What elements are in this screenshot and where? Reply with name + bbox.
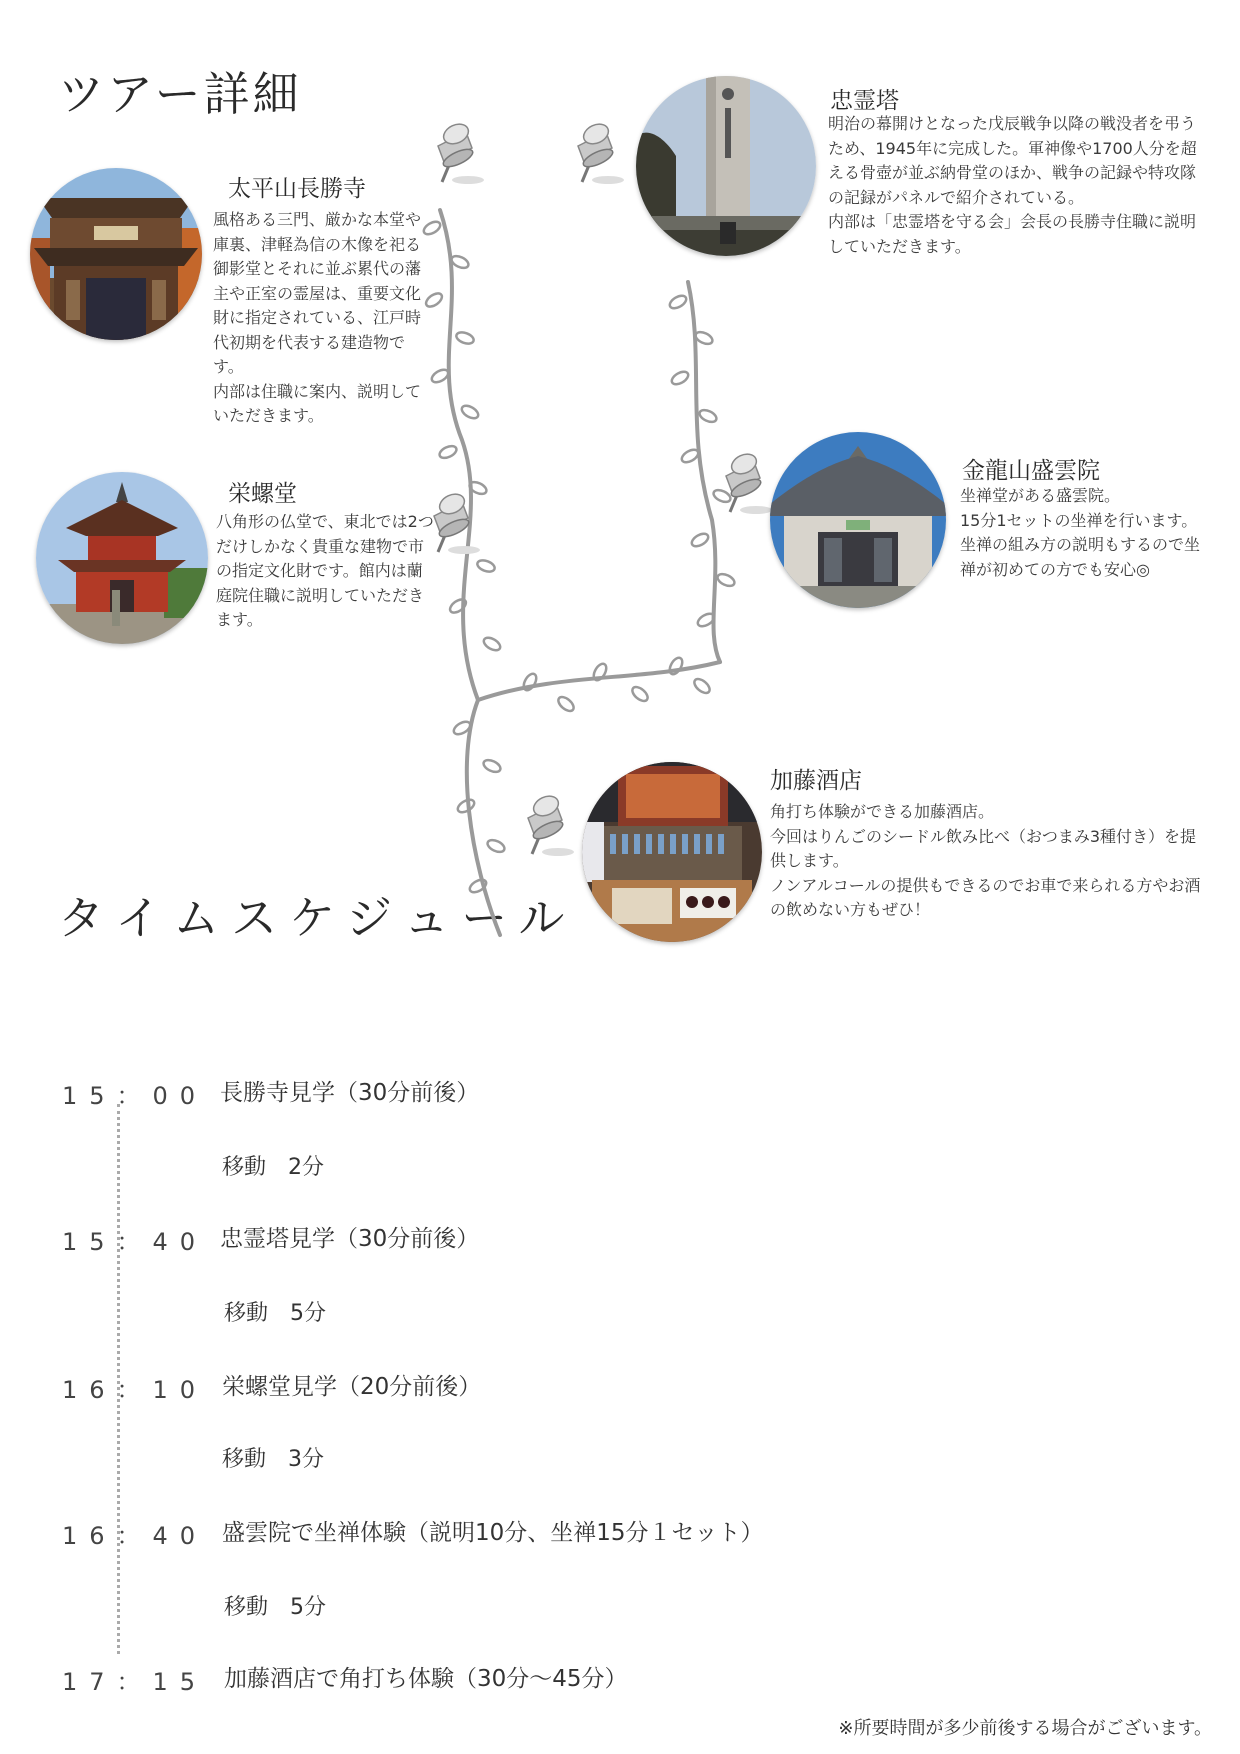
kato-saketen-photo (582, 762, 762, 942)
push-pin-icon (560, 118, 630, 188)
schedule-move-1: 移動 2分 (222, 1155, 324, 1180)
seiun-in-photo (770, 432, 946, 608)
sazaedo-photo (36, 472, 208, 644)
schedule-move-4: 移動 5分 (224, 1595, 326, 1620)
schedule-event-3: 栄螺堂見学（20分前後） (222, 1374, 482, 1400)
spot-description-chosho-ji: 風格ある三門、厳かな本堂や庫裏、津軽為信の木像を祀る御影堂とそれに並ぶ累代の藩主や正室の霊屋は、重要文化財に指定されている、江戸時代初期を代表する建造物です。 内部は住職に案内、説明していただきます。 (213, 210, 422, 425)
chosho-ji-gate-photo (30, 168, 202, 340)
schedule-event-4: 盛雲院で坐禅体験（説明10分、坐禅15分１セット） (222, 1520, 764, 1546)
push-pin-icon (510, 790, 580, 860)
schedule-event-2: 忠霊塔見学（30分前後） (220, 1226, 480, 1252)
spot-description-kato-saketen: 角打ち体験ができる加藤酒店。 今回はりんごのシードル飲み比べ（おつまみ3種付き）を提供します。 ノンアルコールの提供もできるのでお車で来られる方やお酒の飲めない方もぜひ！ (770, 802, 1201, 919)
spot-name-chosho-ji: 太平山長勝寺 (228, 176, 366, 202)
schedule-time-1: 15：00 (62, 1082, 208, 1110)
spot-description-sazaedo: 八角形の仏堂で、東北では2つだけしかなく貴重な建物で市の指定文化財です。館内は蘭庭院住職に説明していただきます。 (216, 512, 434, 629)
schedule-event-5: 加藤酒店で角打ち体験（30分～45分） (224, 1666, 628, 1692)
schedule-move-2: 移動 5分 (224, 1301, 326, 1326)
spot-description-churei-to: 明治の幕開けとなった戊辰戦争以降の戦没者を弔うため、1945年に完成した。軍神像や1700人分を超える骨壺が並ぶ納骨堂のほか、戦争の記録や特攻隊の記録がパネルで紹介されている。 内部は「忠霊塔を守る会」会長の長勝寺住職に説明していただきます。 (828, 114, 1197, 256)
schedule-note: ※所要時間が多少前後する場合がございます。 (838, 1718, 1212, 1739)
spot-name-seiun-in: 金龍山盛雲院 (962, 458, 1100, 484)
schedule-heading: タイムスケジュール (58, 891, 577, 945)
schedule-time-4: 16：40 (62, 1522, 208, 1550)
spot-description-seiun-in: 坐禅堂がある盛雲院。 15分1セットの坐禅を行います。 坐禅の組み方の説明もするので坐禅が初めての方でも安心◎ (960, 486, 1201, 579)
spot-name-sazaedo: 栄螺堂 (228, 481, 297, 507)
spot-name-churei-to: 忠霊塔 (830, 88, 899, 114)
schedule-event-1: 長勝寺見学（30分前後） (220, 1080, 480, 1106)
schedule-move-3: 移動 3分 (222, 1447, 324, 1472)
churei-to-photo (636, 76, 816, 256)
schedule-time-2: 15：40 (62, 1228, 208, 1256)
tour-heading: ツアー詳細 (58, 67, 302, 121)
schedule-time-3: 16：10 (62, 1376, 208, 1404)
spot-name-kato-saketen: 加藤酒店 (770, 768, 862, 794)
schedule-time-5: 17：15 (62, 1668, 208, 1696)
push-pin-icon (708, 448, 778, 518)
push-pin-icon (420, 118, 490, 188)
